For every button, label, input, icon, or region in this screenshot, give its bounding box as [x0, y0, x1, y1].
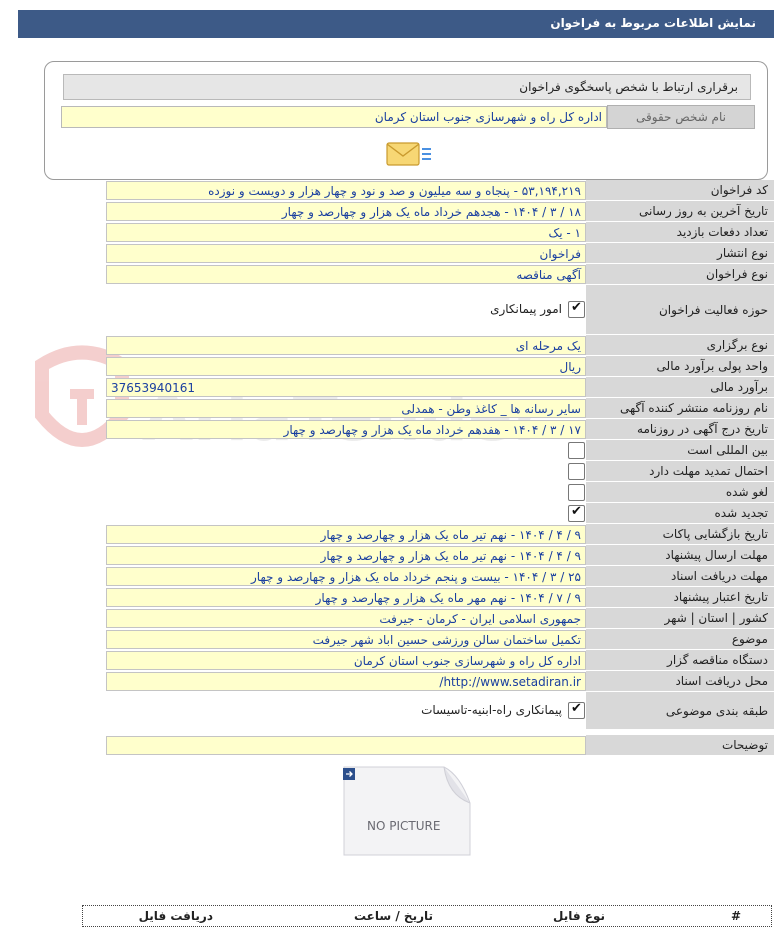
row-international	[0, 440, 774, 461]
call-code-value: ۵۳,۱۹۴,۲۱۹ - پنجاه و سه میلیون و صد و نود و چهار هزار و دویست و نوزده	[106, 181, 586, 200]
contact-person-label: نام شخص حقوقی	[607, 105, 755, 129]
row-description	[0, 735, 774, 756]
row-activity-scope	[0, 285, 774, 335]
cancelled-checkbox[interactable]	[568, 484, 585, 501]
row-category	[0, 692, 774, 730]
extension-label: احتمال تمدید مهلت دارد	[586, 461, 774, 482]
row-currency	[0, 356, 774, 377]
row-extension	[0, 461, 774, 482]
category-option: پیمانکاری راه-ابنیه-تاسیسات	[421, 703, 562, 717]
visits-label: تعداد دفعات بازدید	[586, 222, 774, 243]
files-table-header	[82, 905, 772, 927]
newspaper-date-label: تاریخ درج آگهی در روزنامه	[586, 419, 774, 440]
newspaper-value: سایر رسانه ها _ کاغذ وطن - همدلی	[106, 399, 586, 418]
row-location	[0, 608, 774, 629]
row-renewed	[0, 503, 774, 524]
category-label: طبقه بندی موضوعی	[586, 692, 774, 730]
call-code-label: کد فراخوان	[586, 180, 774, 201]
estimate-value: 37653940161	[106, 378, 586, 397]
subject-value: تکمیل ساختمان سالن ورزشی حسین اباد شهر جیرفت	[106, 630, 586, 649]
no-picture-image	[340, 765, 478, 857]
contact-title: برقراری ارتباط با شخص پاسخگوی فراخوان	[63, 74, 751, 100]
last-update-value: ۱۸ / ۳ / ۱۴۰۴ - هجدهم خرداد ماه یک هزار و چهارصد و چهار	[106, 202, 586, 221]
cancelled-label: لغو شده	[586, 482, 774, 503]
currency-label: واحد پولی برآورد مالی	[586, 356, 774, 377]
row-newspaper	[0, 398, 774, 419]
subject-label: موضوع	[586, 629, 774, 650]
row-cancelled	[0, 482, 774, 503]
activity-scope-label: حوزه فعالیت فراخوان	[586, 285, 774, 335]
description-label: توضیحات	[586, 735, 774, 756]
organizer-label: دستگاه مناقصه گزار	[586, 650, 774, 671]
proposal-deadline-value: ۹ / ۴ / ۱۴۰۴ - نهم تیر ماه یک هزار و چهارصد و چهار	[106, 546, 586, 565]
row-proposal-validity	[0, 587, 774, 608]
files-col-type: نوع فایل	[553, 909, 605, 923]
row-subject	[0, 629, 774, 650]
activity-scope-checkbox[interactable]	[568, 301, 585, 318]
row-estimate	[0, 377, 774, 398]
proposal-validity-value: ۹ / ۷ / ۱۴۰۴ - نهم مهر ماه یک هزار و چهارصد و چهار	[106, 588, 586, 607]
doc-place-link[interactable]: http://www.setadiran.ir/	[106, 672, 586, 691]
estimate-label: برآورد مالی	[586, 377, 774, 398]
proposal-deadline-label: مهلت ارسال پیشنهاد	[586, 545, 774, 566]
newspaper-label: نام روزنامه منتشر کننده آگهی	[586, 398, 774, 419]
row-visits	[0, 222, 774, 243]
document-deadline-label: مهلت دریافت اسناد	[586, 566, 774, 587]
international-checkbox[interactable]	[568, 442, 585, 459]
publish-type-value: فراخوان	[106, 244, 586, 263]
row-holding-type	[0, 335, 774, 356]
row-proposal-deadline	[0, 545, 774, 566]
document-deadline-value: ۲۵ / ۳ / ۱۴۰۴ - بیست و پنجم خرداد ماه یک هزار و چهارصد و چهار	[106, 567, 586, 586]
renewed-label: تجدید شده	[586, 503, 774, 524]
international-label: بین المللی است	[586, 440, 774, 461]
holding-type-value: یک مرحله ای	[106, 336, 586, 355]
organizer-value: اداره کل راه و شهرسازی جنوب استان کرمان	[106, 651, 586, 670]
envelope-icon[interactable]	[385, 140, 433, 170]
row-organizer	[0, 650, 774, 671]
publish-type-label: نوع انتشار	[586, 243, 774, 264]
files-col-date: تاریخ / ساعت	[353, 909, 433, 923]
page-header	[18, 10, 774, 38]
row-call-type	[0, 264, 774, 285]
location-label: کشور | استان | شهر	[586, 608, 774, 629]
contact-panel	[44, 61, 768, 180]
files-col-download: دریافت فایل	[138, 909, 213, 923]
extension-checkbox[interactable]	[568, 463, 585, 480]
doc-place-label: محل دریافت اسناد	[586, 671, 774, 692]
last-update-label: تاریخ آخرین به روز رسانی	[586, 201, 774, 222]
description-value	[106, 736, 586, 755]
holding-type-label: نوع برگزاری	[586, 335, 774, 356]
contact-person-value: اداره کل راه و شهرسازی جنوب استان کرمان	[61, 106, 607, 128]
row-last-update	[0, 201, 774, 222]
location-value: جمهوری اسلامی ایران - کرمان - جیرفت	[106, 609, 586, 628]
activity-scope-option: امور پیمانکاری	[490, 302, 562, 316]
row-document-deadline	[0, 566, 774, 587]
row-newspaper-date	[0, 419, 774, 440]
files-col-index: #	[730, 909, 741, 923]
envelope-opening-value: ۹ / ۴ / ۱۴۰۴ - نهم تیر ماه یک هزار و چهارصد و چهار	[106, 525, 586, 544]
row-doc-place	[0, 671, 774, 692]
page-title: نمایش اطلاعات مربوط به فراخوان	[550, 16, 756, 30]
newspaper-date-value: ۱۷ / ۳ / ۱۴۰۴ - هفدهم خرداد ماه یک هزار و چهارصد و چهار	[106, 420, 586, 439]
call-type-label: نوع فراخوان	[586, 264, 774, 285]
envelope-opening-label: تاریخ بازگشایی پاکات	[586, 524, 774, 545]
no-picture-text: NO PICTURE	[367, 819, 441, 833]
row-call-code	[0, 180, 774, 201]
row-publish-type	[0, 243, 774, 264]
visits-value: ۱ - یک	[106, 223, 586, 242]
row-envelope-opening	[0, 524, 774, 545]
currency-value: ریال	[106, 357, 586, 376]
proposal-validity-label: تاریخ اعتبار پیشنهاد	[586, 587, 774, 608]
category-checkbox[interactable]	[568, 702, 585, 719]
call-type-value: آگهی مناقصه	[106, 265, 586, 284]
renewed-checkbox[interactable]	[568, 505, 585, 522]
